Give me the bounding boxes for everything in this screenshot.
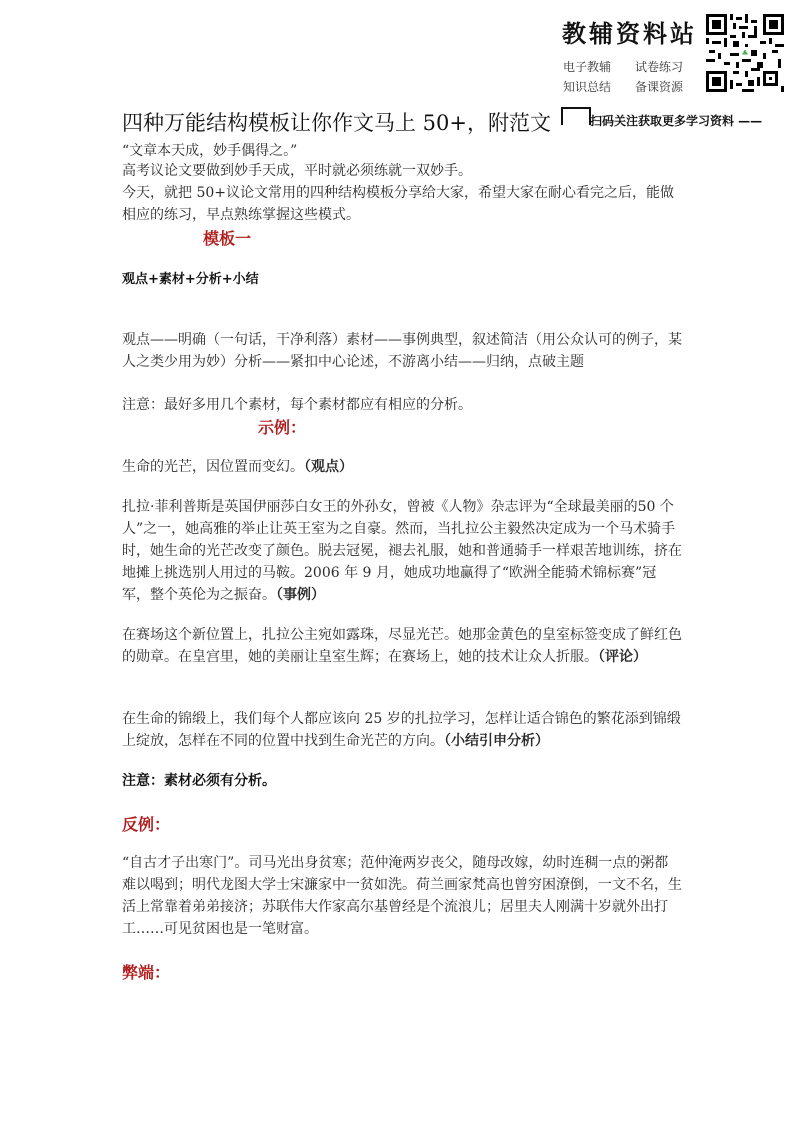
brand-link-ebooks[interactable]: 电子教辅 <box>563 60 612 74</box>
brand-title: 教辅资料站 <box>562 20 697 48</box>
template1-note: 注意：最好多用几个素材，每个素材都应有相应的分析。 <box>122 397 472 413</box>
template1-explain: 观点——明确（一句话，干净利落）素材——事例典型，叙述简洁（用公众认可的例子，某人之类少用为妙）分析——紧扣中心论述，不游离小结——归纳，点破主题 <box>122 332 682 370</box>
example-note: 注意：素材必须有分析。 <box>122 773 276 789</box>
intro-quote: “文章本天成，妙手偶得之。” <box>122 143 298 159</box>
template1-formula: 观点+素材+分析+小结 <box>122 272 259 287</box>
brand-links <box>563 57 703 97</box>
counter-example-text: “自古才子出寒门”。司马光出身贫寒；范仲淹两岁丧父，随母改嫁，幼时连稠一点的粥都难以喝到；明代龙图大学士宋濂家中一贫如洗。荷兰画家梵高也曾穷困潦倒，一文不名，生活上常靠着弟弟接济；苏联伟大作家高尔基曾经是个流浪儿；居里夫人刚满十岁就外出打工……可见贫困也是一笔财富。 <box>122 855 682 937</box>
example-heading: 示例： <box>258 418 307 437</box>
drawback-heading: 弊端： <box>122 963 171 982</box>
example-material-tag: （事例） <box>276 587 325 603</box>
example-summary: 在生命的锦缎上，我们每个人都应该向 25 岁的扎拉学习，怎样让适合锦色的繁花添到锦缎上绽放，怎样在不同的位置中找到生命光芒的方向。 <box>122 711 681 749</box>
brand-link-resources[interactable]: 备课资源 <box>635 80 684 94</box>
brand-link-exercises[interactable]: 试卷练习 <box>635 60 684 74</box>
qr-code-icon <box>706 14 784 92</box>
example-thesis-paragraph <box>122 456 692 478</box>
example-material-paragraph <box>122 496 682 606</box>
example-thesis: 生命的光芒，因位置而变幻。 <box>122 459 304 475</box>
example-thesis-tag: （观点） <box>304 459 353 475</box>
example-summary-paragraph <box>122 708 682 752</box>
example-analysis: 在赛场这个新位置上，扎拉公主宛如露珠，尽显光芒。她那金黄色的皇室标签变成了鲜红色的勋章。在皇宫里，她的美丽让皇室生辉；在赛场上，她的技术让众人折服。 <box>122 627 682 665</box>
brand-link-summaries[interactable]: 知识总结 <box>563 80 612 94</box>
template1-heading: 模板一 <box>203 229 252 248</box>
example-summary-tag: （小结引申分析） <box>444 733 549 749</box>
intro-line1: 高考议论文要做到妙手天成，平时就必须练就一双妙手。 <box>122 163 472 179</box>
title-box-decoration <box>561 107 591 125</box>
scan-note: 扫码关注获取更多学习资料 —— <box>590 114 763 128</box>
example-analysis-tag: （评论） <box>598 649 647 665</box>
counter-example-heading: 反例： <box>122 815 171 834</box>
intro-line2: 今天，就把 50+议论文常用的四种结构模板分享给大家，希望大家在耐心看完之后，能做相应的练习，早点熟练掌握这些模式。 <box>122 185 674 223</box>
example-material: 扎拉·菲利普斯是英国伊丽莎白女王的外孙女，曾被《人物》杂志评为“全球最美丽的50 个人”之一，她高雅的举止让英王室为之自豪。然而，当扎拉公主毅然决定成为一个马术骑手时，她生命的光芒改变了颜色。脱去冠冕，褪去礼服，她和普通骑手一样艰苦地训练，挤在地摊上挑选别人用过的马鞍。2006 年 9 月，她成功地赢得了“欧洲全能骑术锦标赛”冠军，整个英伦为之振奋。 <box>122 499 682 603</box>
document-title: 四种万能结构模板让你作文马上 50+，附范文 <box>122 111 551 135</box>
example-analysis-paragraph <box>122 624 682 668</box>
